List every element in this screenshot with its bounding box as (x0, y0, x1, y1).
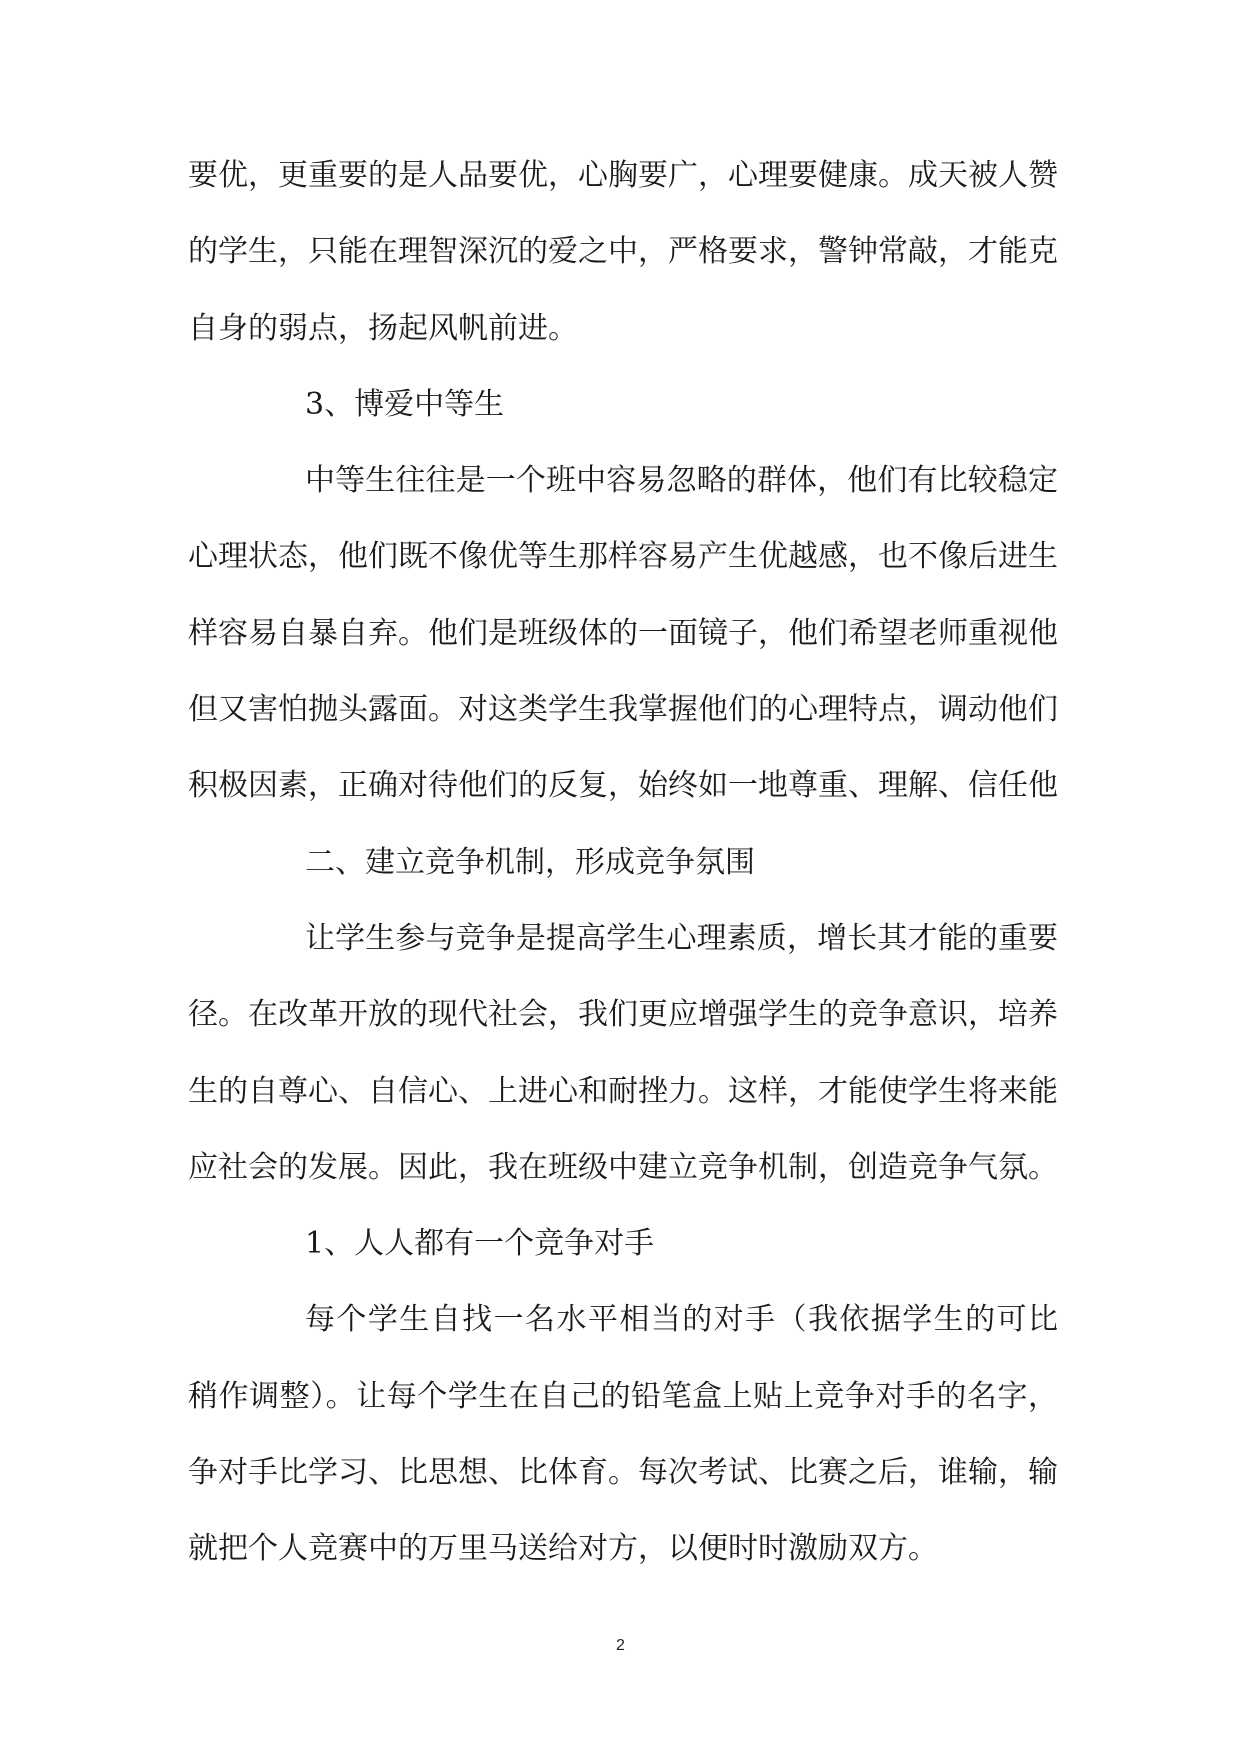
text-line: 心理状态，他们既不像优等生那样容易产生优越感，也不像后进生 (188, 539, 1058, 575)
text-line: 要优，更重要的是人品要优，心胸要广，心理要健康。成天被人赞 (188, 158, 1058, 193)
text-line: 积极因素，正确对待他们的反复，始终如一地尊重、理解、信任他 (188, 768, 1058, 804)
text-line: 的学生，只能在理智深沉的爱之中，严格要求，警钟常敲，才能克 (188, 234, 1058, 270)
text-line: 自身的弱点，扬起风帆前进。 (188, 310, 578, 346)
text-line: 争对手比学习、比思想、比体育。每次考试、比赛之后，谁输，输 (188, 1455, 1058, 1491)
text-line: 径。在改革开放的现代社会，我们更应增强学生的竞争意识，培养 (188, 997, 1058, 1033)
body-text (188, 138, 1058, 1588)
text-line: 生的自尊心、自信心、上进心和耐挫力。这样，才能使学生将来能 (188, 1073, 1058, 1109)
text-line: 让学生参与竞争是提高学生心理素质，增长其才能的重要 (305, 920, 1058, 956)
text-line: 稍作调整）。让每个学生在自己的铅笔盒上贴上竞争对手的名字， (188, 1378, 1058, 1414)
text-line: 中等生往往是一个班中容易忽略的群体，他们有比较稳定 (305, 463, 1058, 499)
section-heading: 1、人人都有一个竞争对手 (305, 1226, 655, 1262)
text-line: 每个学生自找一名水平相当的对手（我依据学生的可比 (305, 1302, 1058, 1338)
text-line: 应社会的发展。因此，我在班级中建立竞争机制，创造竞争气氛。 (188, 1149, 1058, 1185)
page-number: 2 (616, 1637, 625, 1654)
section-heading: 二、建立竞争机制，形成竞争氛围 (305, 844, 755, 880)
section-heading: 3、博爱中等生 (305, 386, 505, 422)
text-line: 就把个人竞赛中的万里马送给对方，以便时时激励双方。 (188, 1531, 938, 1567)
text-line: 样容易自暴自弃。他们是班级体的一面镜子，他们希望老师重视他 (188, 615, 1058, 651)
text-line: 但又害怕抛头露面。对这类学生我掌握他们的心理特点，调动他们 (188, 692, 1058, 728)
